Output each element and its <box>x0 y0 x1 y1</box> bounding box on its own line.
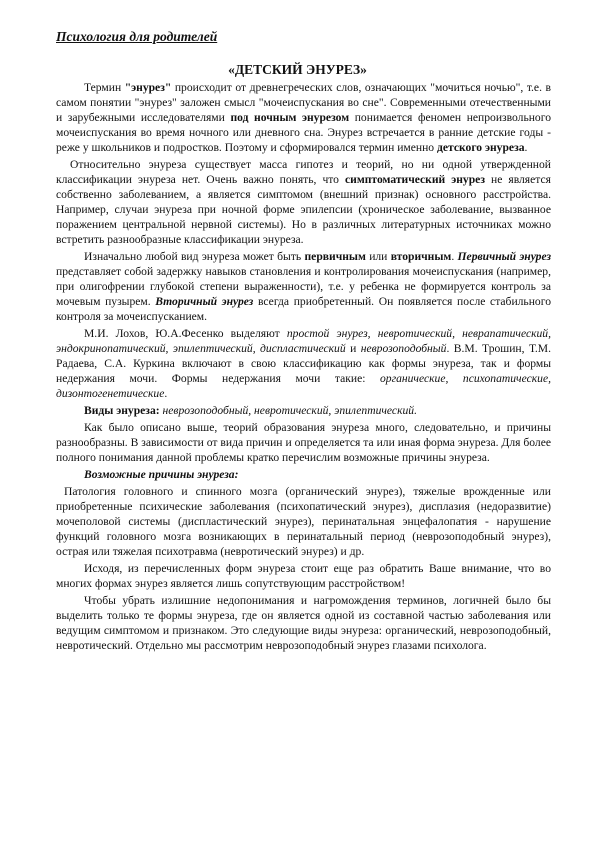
text: всегда приобретенный. Он появляется после стабильного контроля за мочеиспусканием. <box>56 295 551 323</box>
italic-list: органические, психопатические, дизонтогенетические <box>56 372 551 400</box>
text: Исходя, из перечисленных форм энуреза стоит еще раз обратить Ваше внимание, что во многих формах энурез является лишь сопутствующим расстройством! <box>56 562 551 590</box>
causes-heading: Возможные причины энуреза: <box>84 468 239 481</box>
text: не является собственно заболеванием, а является симптомом (внешний признак) основного расстройства. Например, случаи энуреза при ночной форме эпилепсии (хроническое заболевание, вызванное поражением центральной нервной системы). Но в различных литературных источниках можно встретить разнообразные классификации энуреза. <box>56 173 551 246</box>
paragraph-classification <box>56 326 551 401</box>
document-title: «ДЕТСКИЙ ЭНУРЕЗ» <box>228 62 367 77</box>
term-secondary-enuresis: Вторичный энурез <box>155 295 254 308</box>
paragraph-conclusion <box>56 593 551 653</box>
term-enuresis: "энурез" <box>124 81 172 94</box>
text: происходит от древнегреческих слов, означающих "мочиться ночью", т.е. в самом понятии "энурез" заложен смысл "мочеиспускания во сне". Современными отечественными и зарубежными исследователями <box>56 81 551 124</box>
term-secondary: вторичным <box>390 250 452 263</box>
text: . <box>524 141 528 154</box>
text: понимается феномен непроизвольного мочеиспускания во время ночного или дневного сна. Энурез встречается в ранние детские годы - реже у школьников и подростков. Поэтому и сформировался термин именно <box>56 111 551 154</box>
text: . <box>164 387 168 400</box>
text: Патология головного и спинного мозга (органический энурез), тяжелые врожденные или приобретенные психические заболевания (психопатический энурез), дисплазия (недоразвитие) мочеполовой системы (диспластический энурез), перинатальная энцефалопатия - нарушение функций головного мозга возникающих в перинатальный период (неврозоподобный энурез), острая или тяжелая психотравма (невротический энурез) и др. <box>56 485 551 558</box>
text: или <box>365 250 391 263</box>
paragraph-types <box>56 403 551 418</box>
section-label: Психология для родителей <box>56 29 218 44</box>
paragraph-attention <box>56 561 551 591</box>
paragraph-primary-secondary <box>56 249 551 324</box>
types-list: неврозоподобный, невротический, эпилептический. <box>159 404 417 417</box>
term-primary: первичным <box>304 250 366 263</box>
text: Как было описано выше, теорий образования энуреза много, следовательно, и причины разнообразны. В зависимости от вида причин и определяется та или иная форма энуреза. Для более полного понимания данной проблемы кратко перечислим возможные причины энуреза. <box>56 421 551 464</box>
term-night-enuresis: под ночным энурезом <box>230 111 350 124</box>
italic-term: неврозоподобный <box>360 342 447 355</box>
term-primary-enuresis: Первичный энурез <box>457 250 551 263</box>
text: Термин <box>84 81 125 94</box>
text: . В.М. Трошин, Т.М. Радаева, С.А. Куркина включают в свою классификацию как формы энуреза, так и формы недержания мочи. Формы недержания мочи такие: <box>56 342 551 385</box>
paragraph-causes-intro <box>56 420 551 465</box>
term-symptomatic: симптоматический энурез <box>345 173 485 186</box>
text: Чтобы убрать излишние недопонимания и нагромождения терминов, логичней было бы выделить только те формы энуреза, где он является одной из составной частью заболевания или ведущим симптомом и признаком. Это следующие виды энуреза: органический, неврозоподобный, невротический. Отдельно мы рассмотрим неврозоподобный энурез глазами психолога. <box>56 594 551 652</box>
text: . <box>451 250 458 263</box>
text: и <box>345 342 361 355</box>
paragraph-causes-list <box>56 484 551 559</box>
paragraph-causes-heading <box>56 467 551 482</box>
italic-list: простой энурез, невротический, неврапатический, эндокринопатический, эпилептический, диспластический <box>56 327 552 355</box>
text: Изначально любой вид энуреза может быть <box>84 250 305 263</box>
text: Относительно энуреза существует масса гипотез и теорий, но ни одной утвержденной классификации энуреза нет. Очень важно понять, что <box>56 158 551 186</box>
types-heading: Виды энуреза: <box>84 404 160 417</box>
paragraph-definition <box>56 80 551 155</box>
text: представляет собой задержку навыков становления и контролирования мочеиспускания (например, при олигофрении глубокой степени выраженности), т.е. у ребенка не формируется контроль за мочевым пузырем. <box>56 265 551 308</box>
text: М.И. Лохов, Ю.А.Фесенко выделяют <box>84 327 287 340</box>
document-body <box>56 80 551 653</box>
paragraph-hypotheses <box>56 157 551 247</box>
term-child-enuresis: детского энуреза <box>437 141 525 154</box>
